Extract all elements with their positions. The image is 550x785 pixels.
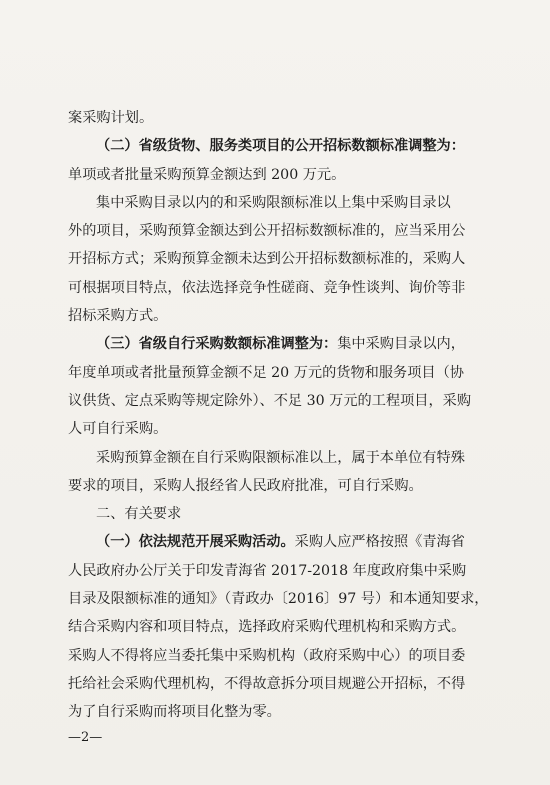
body-line: 人可自行采购。 bbox=[68, 421, 168, 438]
body-line: 结合采购内容和项目特点，选择政府采购代理机构和采购方式。 bbox=[68, 619, 466, 636]
body-line: 可根据项目特点，依法选择竞争性磋商、竞争性谈判、询价等非 bbox=[68, 279, 466, 296]
page-number: —2— bbox=[68, 730, 103, 745]
body-line: 人民政府办公厅关于印发青海省 2017-2018 年度政府集中采购 bbox=[68, 562, 467, 579]
body-line: 招标采购方式。 bbox=[68, 308, 168, 325]
body-line: 集中采购目录以内的和采购限额标准以上集中采购目录以 bbox=[96, 194, 451, 211]
body-line: 为了自行采购而将项目化整为零。 bbox=[68, 704, 281, 721]
body-line: 案采购计划。 bbox=[68, 110, 154, 126]
body-line: 外的项目，采购预算金额达到公开招标数额标准的，应当采用公 bbox=[68, 223, 466, 240]
body-line: 开招标方式；采购预算金额未达到公开招标数额标准的，采购人 bbox=[68, 251, 466, 268]
subsection-heading-1: （一）依法规范开展采购活动。 bbox=[96, 534, 295, 551]
body-text: 集中采购目录以内， bbox=[337, 336, 465, 353]
section-heading-3: （三）省级自行采购数额标准调整为： bbox=[96, 336, 338, 353]
body-line: 要求的项目，采购人报经省人民政府批准，可自行采购。 bbox=[68, 477, 423, 494]
body-line: 单项或者批量采购预算金额达到 200 万元。 bbox=[68, 166, 346, 183]
body-line: 采购预算金额在自行采购限额标准以上，属于本单位有特殊 bbox=[96, 449, 465, 466]
section-heading-2: （二）省级货物、服务类项目的公开招标数额标准调整为： bbox=[96, 138, 465, 155]
section-title-requirements: 二、有关要求 bbox=[96, 506, 182, 523]
body-line: 目录及限额标准的通知》（青政办〔2016〕97 号）和本通知要求， bbox=[68, 591, 489, 608]
body-text: 采购人应严格按照《青海省 bbox=[294, 534, 465, 551]
body-line: 议供货、定点采购等规定除外）、不足 30 万元的工程项目，采购 bbox=[68, 392, 472, 409]
body-line: 托给社会采购代理机构，不得故意拆分项目规避公开招标，不得 bbox=[68, 675, 466, 692]
body-line: 年度单项或者批量预算金额不足 20 万元的货物和服务项目（协 bbox=[68, 364, 464, 381]
body-line bbox=[68, 528, 494, 556]
body-line: 采购人不得将应当委托集中采购机构（政府采购中心）的项目委 bbox=[68, 647, 466, 664]
body-line bbox=[68, 330, 494, 358]
document-body bbox=[68, 104, 494, 727]
